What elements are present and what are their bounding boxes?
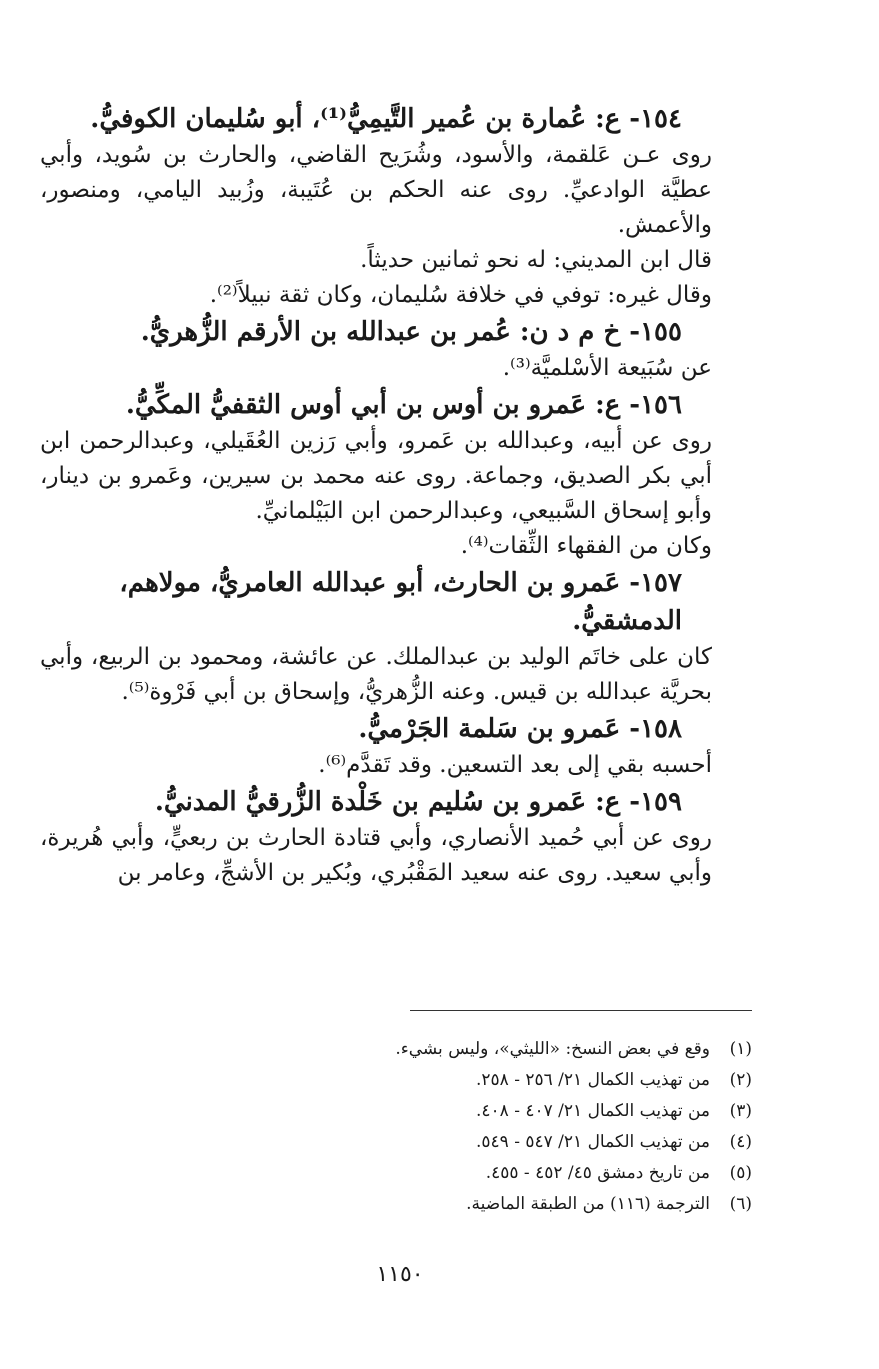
entry-paragraph: أحسبه بقي إلى بعد التسعين. وقد تَقدَّم⁽⁶⁾.	[318, 752, 712, 778]
footnote-number: (٣)	[729, 1101, 752, 1121]
footnote-text: الترجمة (١١٦) من الطبقة الماضية.	[466, 1194, 710, 1214]
entry-paragraph: كان على خاتَم الوليد بن عبدالملك. عن عائشة، ومحمود بن الربيع، وأبي بحريَّة عبدالله بن قيس. وعنه الزُّهريُّ، وإسحاق بن أبي فَرْوة⁽⁵⁾.	[40, 644, 712, 705]
page-number: ١١٥٠	[376, 1262, 424, 1287]
entry-paragraph: وقال غيره: توفي في خلافة سُليمان، وكان ثقة نبيلاً⁽²⁾.	[209, 282, 712, 308]
footnote-number: (٤)	[729, 1132, 752, 1152]
footnote-number: (١)	[729, 1039, 752, 1059]
entry-heading-159: ١٥٩- ع: عَمرو بن سُليم بن خَلْدة الزُّرقيُّ المدنيُّ.	[154, 787, 682, 817]
footnote-item	[300, 1189, 752, 1220]
footnote-item	[300, 1158, 752, 1189]
footnote-text: من تهذيب الكمال ٢١/ ٤٠٧ - ٤٠٨.	[475, 1101, 710, 1121]
entry-paragraph: قال ابن المديني: له نحو ثمانين حديثاً.	[360, 247, 712, 273]
entry-heading-157: ١٥٧- عَمرو بن الحارث، أبو عبدالله العامريُّ، مولاهم، الدمشقيُّ.	[119, 568, 682, 636]
entry-paragraph: روى عن أبيه، وعبدالله بن عَمرو، وأبي رَزين العُقَيلي، وعبدالرحمن ابن أبي بكر الصديق، وجماعة. روى عنه محمد بن سيرين، وعَمرو بن دينار، وأبو إسحاق السَّبيعي، وعبدالرحمن ابن البَيْلمانيِّ.	[40, 428, 712, 524]
entry-heading-158: ١٥٨- عَمرو بن سَلمة الجَرْميُّ.	[358, 714, 682, 744]
footnote-item	[300, 1034, 752, 1065]
footnote-text: من تهذيب الكمال ٢١/ ٢٥٦ - ٢٥٨.	[475, 1070, 710, 1090]
footnote-item	[300, 1096, 752, 1127]
entry-paragraph: روى عـن عَلقمة، والأسود، وشُرَيح القاضي، والحارث بن سُويد، وأبي عطيَّة الوادعيِّ. روى عنه الحكم بن عُتَيبة، وزُبيد اليامي، ومنصور، والأعمش.	[40, 142, 712, 238]
footnote-item	[300, 1127, 752, 1158]
footnotes	[300, 1034, 752, 1220]
entry-heading-155: ١٥٥- خ م د ن: عُمر بن عبدالله بن الأرقم الزُّهريُّ.	[140, 317, 682, 347]
footnote-number: (٦)	[729, 1194, 752, 1214]
entry-paragraph: وكان من الفقهاء الثِّقات⁽⁴⁾.	[460, 533, 712, 559]
footnote-divider	[410, 1010, 752, 1011]
footnote-item	[300, 1065, 752, 1096]
footnote-number: (٢)	[729, 1070, 752, 1090]
entry-heading-156: ١٥٦- ع: عَمرو بن أوس بن أبي أوس الثقفيُّ المكِّيُّ.	[125, 390, 682, 420]
entry-paragraph: روى عن أبي حُميد الأنصاري، وأبي قتادة الحارث بن ربعيٍّ، وأبي هُريرة، وأبي سعيد. روى عنه سعيد المَقْبُري، وبُكير بن الأشجِّ، وعامر بن	[40, 825, 712, 886]
footnote-number: (٥)	[729, 1163, 752, 1183]
footnote-text: من تاريخ دمشق ٤٥/ ٤٥٢ - ٤٥٥.	[485, 1163, 710, 1183]
footnote-text: وقع في بعض النسخ: «الليثي»، وليس بشيء.	[395, 1039, 710, 1059]
entry-heading-154: ١٥٤- ع: عُمارة بن عُمير التَّيمِيُّ⁽¹⁾، أبو سُليمان الكوفيُّ.	[90, 104, 682, 134]
footnote-text: من تهذيب الكمال ٢١/ ٥٤٧ - ٥٤٩.	[475, 1132, 710, 1152]
entry-paragraph: عن سُبَيعة الأسْلميَّة⁽³⁾.	[502, 355, 712, 381]
main-text	[40, 100, 752, 891]
